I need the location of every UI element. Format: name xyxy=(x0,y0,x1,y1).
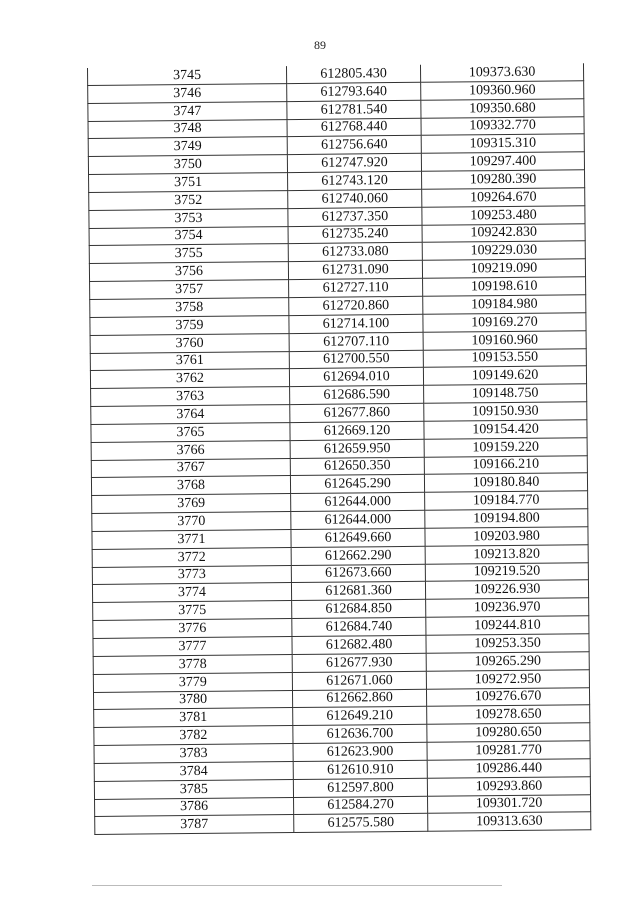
point-number-cell: 3747 xyxy=(88,101,287,121)
x-coordinate-cell: 612650.350 xyxy=(290,457,424,476)
x-coordinate-cell: 612768.440 xyxy=(287,118,421,137)
x-coordinate-cell: 612669.120 xyxy=(290,421,424,440)
point-number-cell: 3745 xyxy=(87,66,286,85)
y-coordinate-cell: 109169.270 xyxy=(423,313,586,332)
coordinates-table-body xyxy=(87,63,590,835)
point-number-cell: 3784 xyxy=(94,761,293,781)
y-coordinate-cell: 109159.220 xyxy=(424,437,587,456)
point-number-cell: 3758 xyxy=(90,298,289,318)
point-number-cell: 3785 xyxy=(94,779,293,799)
y-coordinate-cell: 109153.550 xyxy=(423,348,586,367)
point-number-cell: 3750 xyxy=(88,155,287,175)
point-number-cell: 3777 xyxy=(93,637,292,657)
point-number-cell: 3780 xyxy=(93,690,292,710)
x-coordinate-cell: 612731.090 xyxy=(288,261,422,280)
x-coordinate-cell: 612682.480 xyxy=(292,635,426,654)
point-number-cell: 3771 xyxy=(92,530,291,550)
point-number-cell: 3769 xyxy=(92,494,291,514)
x-coordinate-cell: 612727.110 xyxy=(288,278,422,297)
x-coordinate-cell: 612735.240 xyxy=(288,225,422,244)
x-coordinate-cell: 612597.800 xyxy=(293,778,427,797)
point-number-cell: 3770 xyxy=(92,512,291,532)
y-coordinate-cell: 109160.960 xyxy=(423,330,586,349)
x-coordinate-cell: 612740.060 xyxy=(288,189,422,208)
x-coordinate-cell: 612636.700 xyxy=(293,724,427,743)
x-coordinate-cell: 612805.430 xyxy=(286,65,420,84)
x-coordinate-cell: 612743.120 xyxy=(287,171,421,190)
y-coordinate-cell: 109278.650 xyxy=(427,705,590,724)
y-coordinate-cell: 109265.290 xyxy=(426,652,589,671)
y-coordinate-cell: 109297.400 xyxy=(421,152,584,171)
x-coordinate-cell: 612584.270 xyxy=(293,796,427,815)
x-coordinate-cell: 612733.080 xyxy=(288,243,422,262)
y-coordinate-cell: 109242.830 xyxy=(422,223,585,242)
point-number-cell: 3772 xyxy=(92,547,291,567)
x-coordinate-cell: 612644.000 xyxy=(291,510,425,529)
y-coordinate-cell: 109281.770 xyxy=(427,741,590,760)
point-number-cell: 3776 xyxy=(93,619,292,639)
point-number-cell: 3749 xyxy=(88,137,287,157)
y-coordinate-cell: 109148.750 xyxy=(424,384,587,403)
x-coordinate-cell: 612684.740 xyxy=(292,617,426,636)
x-coordinate-cell: 612720.860 xyxy=(289,296,423,315)
point-number-cell: 3746 xyxy=(88,83,287,103)
y-coordinate-cell: 109184.770 xyxy=(425,491,588,510)
x-coordinate-cell: 612673.660 xyxy=(291,564,425,583)
point-number-cell: 3781 xyxy=(94,708,293,728)
x-coordinate-cell: 612659.950 xyxy=(290,439,424,458)
point-number-cell: 3764 xyxy=(91,405,290,425)
x-coordinate-cell: 612694.010 xyxy=(289,368,423,387)
point-number-cell: 3773 xyxy=(92,565,291,585)
x-coordinate-cell: 612686.590 xyxy=(290,385,424,404)
y-coordinate-cell: 109373.630 xyxy=(421,63,584,82)
y-coordinate-cell: 109286.440 xyxy=(427,759,590,778)
y-coordinate-cell: 109301.720 xyxy=(428,794,591,813)
point-number-cell: 3751 xyxy=(89,173,288,193)
y-coordinate-cell: 109313.630 xyxy=(428,812,591,831)
y-coordinate-cell: 109150.930 xyxy=(424,402,587,421)
x-coordinate-cell: 612645.290 xyxy=(290,475,424,494)
x-coordinate-cell: 612714.100 xyxy=(289,314,423,333)
point-number-cell: 3765 xyxy=(91,422,290,442)
point-number-cell: 3753 xyxy=(89,208,288,228)
y-coordinate-cell: 109332.770 xyxy=(421,116,584,135)
x-coordinate-cell: 612644.000 xyxy=(291,493,425,512)
x-coordinate-cell: 612681.360 xyxy=(291,582,425,601)
y-coordinate-cell: 109219.520 xyxy=(425,562,588,581)
y-coordinate-cell: 109180.840 xyxy=(425,473,588,492)
point-number-cell: 3766 xyxy=(91,440,290,460)
x-coordinate-cell: 612623.900 xyxy=(293,742,427,761)
point-number-cell: 3760 xyxy=(90,333,289,353)
point-number-cell: 3756 xyxy=(89,262,288,282)
x-coordinate-cell: 612677.930 xyxy=(292,653,426,672)
y-coordinate-cell: 109236.970 xyxy=(426,598,589,617)
point-number-cell: 3779 xyxy=(93,672,292,692)
point-number-cell: 3748 xyxy=(88,119,287,139)
point-number-cell: 3752 xyxy=(89,190,288,210)
y-coordinate-cell: 109166.210 xyxy=(424,455,587,474)
x-coordinate-cell: 612700.550 xyxy=(289,350,423,369)
point-number-cell: 3783 xyxy=(94,744,293,764)
coordinates-table xyxy=(87,63,591,835)
point-number-cell: 3768 xyxy=(91,476,290,496)
x-coordinate-cell: 612649.660 xyxy=(291,528,425,547)
x-coordinate-cell: 612747.920 xyxy=(287,154,421,173)
point-number-cell: 3782 xyxy=(94,726,293,746)
y-coordinate-cell: 109350.680 xyxy=(421,98,584,117)
point-number-cell: 3786 xyxy=(95,797,294,817)
y-coordinate-cell: 109264.670 xyxy=(422,188,585,207)
y-coordinate-cell: 109198.610 xyxy=(423,277,586,296)
y-coordinate-cell: 109253.350 xyxy=(426,634,589,653)
point-number-cell: 3761 xyxy=(90,351,289,371)
y-coordinate-cell: 109149.620 xyxy=(424,366,587,385)
y-coordinate-cell: 109276.670 xyxy=(427,687,590,706)
point-number-cell: 3774 xyxy=(92,583,291,603)
point-number-cell: 3762 xyxy=(90,369,289,389)
x-coordinate-cell: 612662.290 xyxy=(291,546,425,565)
x-coordinate-cell: 612707.110 xyxy=(289,332,423,351)
point-number-cell: 3754 xyxy=(89,226,288,246)
y-coordinate-cell: 109229.030 xyxy=(422,241,585,260)
y-coordinate-cell: 109280.390 xyxy=(422,170,585,189)
x-coordinate-cell: 612793.640 xyxy=(287,82,421,101)
y-coordinate-cell: 109315.310 xyxy=(421,134,584,153)
x-coordinate-cell: 612662.860 xyxy=(292,689,426,708)
y-coordinate-cell: 109253.480 xyxy=(422,205,585,224)
y-coordinate-cell: 109194.800 xyxy=(425,509,588,528)
y-coordinate-cell: 109226.930 xyxy=(426,580,589,599)
page-number: 89 xyxy=(314,38,326,52)
x-coordinate-cell: 612737.350 xyxy=(288,207,422,226)
point-number-cell: 3767 xyxy=(91,458,290,478)
bottom-rule xyxy=(92,885,502,886)
y-coordinate-cell: 109203.980 xyxy=(425,527,588,546)
y-coordinate-cell: 109293.860 xyxy=(427,776,590,795)
x-coordinate-cell: 612677.860 xyxy=(290,403,424,422)
y-coordinate-cell: 109154.420 xyxy=(424,420,587,439)
point-number-cell: 3755 xyxy=(89,244,288,264)
x-coordinate-cell: 612781.540 xyxy=(287,100,421,119)
point-number-cell: 3759 xyxy=(90,315,289,335)
point-number-cell: 3757 xyxy=(90,280,289,300)
point-number-cell: 3778 xyxy=(93,654,292,674)
point-number-cell: 3775 xyxy=(93,601,292,621)
point-number-cell: 3787 xyxy=(95,815,294,835)
y-coordinate-cell: 109184.980 xyxy=(423,295,586,314)
point-number-cell: 3763 xyxy=(91,387,290,407)
table-row xyxy=(95,812,591,835)
x-coordinate-cell: 612684.850 xyxy=(292,600,426,619)
x-coordinate-cell: 612610.910 xyxy=(293,760,427,779)
y-coordinate-cell: 109219.090 xyxy=(422,259,585,278)
y-coordinate-cell: 109213.820 xyxy=(425,544,588,563)
y-coordinate-cell: 109360.960 xyxy=(421,81,584,100)
x-coordinate-cell: 612756.640 xyxy=(287,136,421,155)
y-coordinate-cell: 109272.950 xyxy=(426,669,589,688)
y-coordinate-cell: 109244.810 xyxy=(426,616,589,635)
x-coordinate-cell: 612671.060 xyxy=(292,671,426,690)
x-coordinate-cell: 612575.580 xyxy=(294,814,428,833)
y-coordinate-cell: 109280.650 xyxy=(427,723,590,742)
x-coordinate-cell: 612649.210 xyxy=(293,707,427,726)
